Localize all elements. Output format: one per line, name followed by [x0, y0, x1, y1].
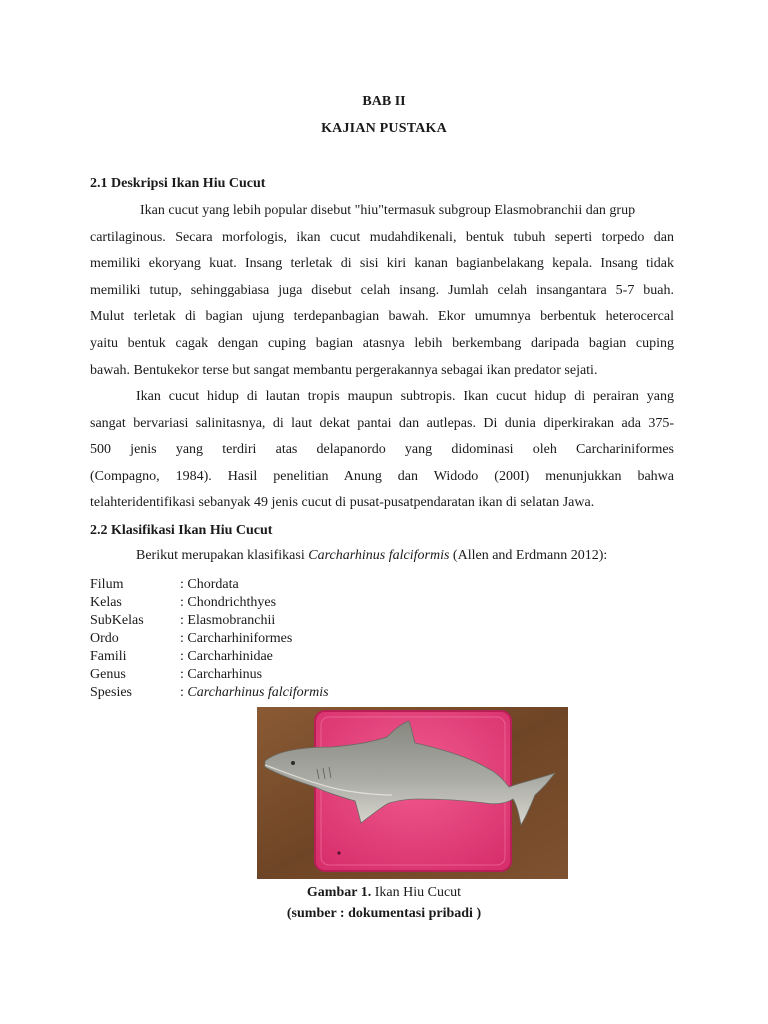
shark-photo	[257, 707, 568, 879]
classification-intro	[136, 548, 607, 564]
taxonomy-value: : Carcharhinus	[180, 667, 263, 682]
taxonomy-list	[90, 576, 329, 702]
shark-photo-illustration	[257, 707, 568, 879]
taxonomy-key: SubKelas	[90, 613, 144, 628]
taxonomy-value: : Elasmobranchii	[180, 613, 276, 628]
paragraph-line: yaitu bentuk cagak dengan cuping bagian atasnya lebih berkembang daripada bagian cuping	[90, 335, 674, 351]
taxonomy-row	[90, 612, 329, 630]
taxonomy-value-prefix: :	[180, 685, 188, 700]
taxonomy-key: Ordo	[90, 631, 119, 646]
taxonomy-key: Filum	[90, 577, 124, 592]
paragraph-line: memiliki ekoryang kuat. Insang terletak di sisi kiri kanan bagianbelakang kepala. Insang tidak	[90, 256, 674, 272]
taxonomy-value: : Chordata	[180, 577, 239, 592]
paragraph-line: sangat bervariasi salinitasnya, di laut dekat pantai dan autlepas. Di dunia diperkirakan ada 375-	[90, 415, 674, 431]
figure-caption	[0, 885, 768, 901]
paragraph-line: Ikan cucut hidup di lautan tropis maupun subtropis. Ikan cucut hidup di perairan yang	[136, 389, 674, 404]
taxonomy-row	[90, 576, 329, 594]
paragraph-line: (Compagno, 1984). Hasil penelitian Anung dan Widodo (200I) menunjukkan bahwa	[90, 468, 674, 484]
figure-title: Ikan Hiu Cucut	[371, 885, 462, 900]
intro-suffix: (Allen and Erdmann 2012):	[449, 548, 608, 563]
intro-prefix: Berikut merupakan klasifikasi	[136, 548, 309, 563]
intro-species: Carcharhinus falciformis	[308, 548, 450, 563]
taxonomy-key: Spesies	[90, 685, 132, 700]
chapter-title: KAJIAN PUSTAKA	[321, 121, 447, 136]
paragraph-line: memiliki tutup, sehinggabiasa juga disebut celah insang. Jumlah celah insangantara 5-7 buah.	[90, 282, 674, 298]
paragraph-habitat	[90, 384, 674, 517]
taxonomy-value: Carcharhinus falciformis	[187, 685, 329, 700]
section-heading-2-2: 2.2 Klasifikasi Ikan Hiu Cucut	[90, 523, 273, 538]
taxonomy-value: : Chondrichthyes	[180, 595, 277, 610]
taxonomy-value: : Carcharhinidae	[180, 649, 273, 664]
taxonomy-row	[90, 594, 329, 612]
chapter-number: BAB II	[362, 94, 406, 109]
board-mark	[337, 851, 340, 854]
paragraph-line: Ikan cucut yang lebih popular disebut "hiu"termasuk subgroup Elasmobranchii dan grup	[140, 203, 636, 218]
paragraph-description	[90, 198, 674, 384]
paragraph-line: Mulut terletak di bagian ujung terdepanbagian bawah. Ekor umumnya berbentuk heterocercal	[90, 309, 674, 325]
section-heading-2-1: 2.1 Deskripsi Ikan Hiu Cucut	[90, 176, 266, 191]
paragraph-line: telahteridentifikasi sebanyak 49 jenis cucut di pusat-pusatpendaratan ikan di selatan Jawa.	[90, 495, 595, 511]
paragraph-line: cartilaginous. Secara morfologis, ikan cucut mudahdikenali, bentuk tubuh seperti torpedo dan	[90, 229, 674, 245]
paragraph-line: 500 jenis yang terdiri atas delapanordo yang didominasi oleh Carchariniformes	[90, 442, 674, 458]
taxonomy-row	[90, 666, 329, 684]
taxonomy-key: Kelas	[90, 595, 122, 610]
taxonomy-key: Famili	[90, 649, 127, 664]
taxonomy-row	[90, 630, 329, 648]
taxonomy-value: : Carcharhiniformes	[180, 631, 293, 646]
taxonomy-key: Genus	[90, 667, 126, 682]
figure-label: Gambar 1.	[306, 885, 372, 900]
figure-source: (sumber : dokumentasi pribadi )	[286, 906, 482, 921]
taxonomy-row	[90, 684, 329, 702]
taxonomy-row	[90, 648, 329, 666]
paragraph-line: bawah. Bentukekor terse but sangat membantu pergerakannya sebagai ikan predator sejati.	[90, 362, 598, 378]
